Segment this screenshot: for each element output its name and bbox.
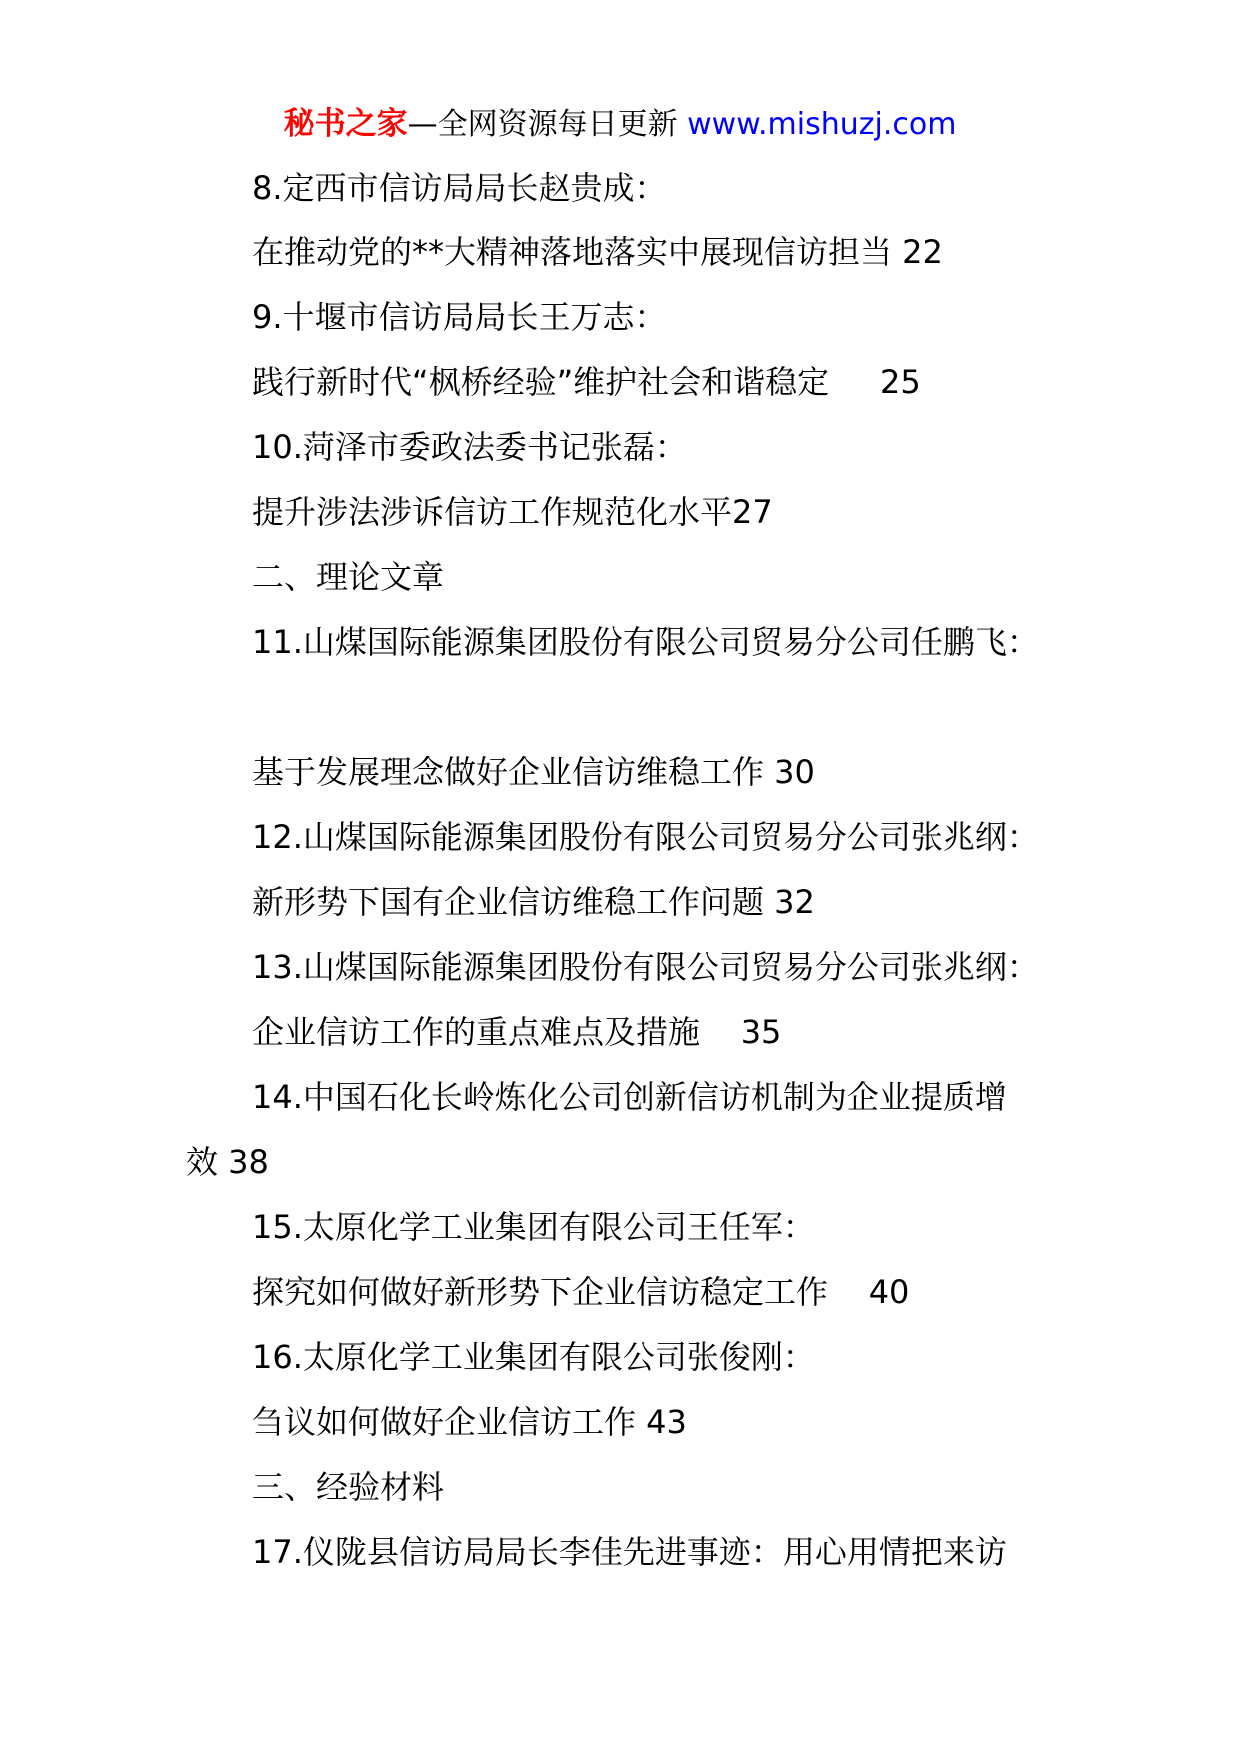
toc-entry-10-title: 10.菏泽市委政法委书记张磊： — [252, 428, 687, 466]
toc-entry-14-title: 14.中国石化长岭炼化公司创新信访机制为企业提质增 — [252, 1078, 1007, 1116]
toc-entry-15-title: 15.太原化学工业集团有限公司王任军： — [252, 1208, 815, 1246]
toc-entry-16-subtitle: 刍议如何做好企业信访工作 43 — [252, 1403, 687, 1441]
header-tagline: —全网资源每日更新 — [407, 107, 688, 142]
toc-entry-11-subtitle: 基于发展理念做好企业信访维稳工作 30 — [252, 753, 815, 791]
toc-entry-15-subtitle: 探究如何做好新形势下企业信访稳定工作 40 — [252, 1273, 910, 1311]
toc-entry-9-subtitle: 践行新时代“枫桥经验”维护社会和谐稳定 25 — [252, 363, 921, 401]
toc-entry-8-subtitle: 在推动党的**大精神落地落实中展现信访担当 22 — [252, 233, 943, 271]
toc-entry-12-subtitle: 新形势下国有企业信访维稳工作问题 32 — [252, 883, 815, 921]
toc-entry-17-title: 17.仪陇县信访局局长李佳先进事迹：用心用情把来访 — [252, 1533, 1007, 1571]
toc-entry-13-subtitle: 企业信访工作的重点难点及措施 35 — [252, 1013, 782, 1051]
toc-entry-9-title: 9.十堰市信访局局长王万志： — [252, 298, 667, 336]
toc-entry-16-title: 16.太原化学工业集团有限公司张俊刚： — [252, 1338, 815, 1376]
website-url[interactable]: www.mishuzj.com — [687, 107, 957, 142]
brand-name: 秘书之家 — [283, 106, 408, 142]
section-heading-theory: 二、理论文章 — [252, 558, 445, 596]
toc-entry-11-title: 11.山煤国际能源集团股份有限公司贸易分公司任鹏飞： — [252, 623, 1039, 661]
toc-entry-8-title: 8.定西市信访局局长赵贵成： — [252, 169, 667, 207]
toc-entry-12-title: 12.山煤国际能源集团股份有限公司贸易分公司张兆纲： — [252, 818, 1039, 856]
section-heading-experience: 三、经验材料 — [252, 1468, 445, 1506]
toc-entry-14-continuation: 效 38 — [186, 1143, 269, 1181]
toc-entry-13-title: 13.山煤国际能源集团股份有限公司贸易分公司张兆纲： — [252, 948, 1039, 986]
toc-entry-10-subtitle: 提升涉法涉诉信访工作规范化水平27 — [252, 493, 773, 531]
